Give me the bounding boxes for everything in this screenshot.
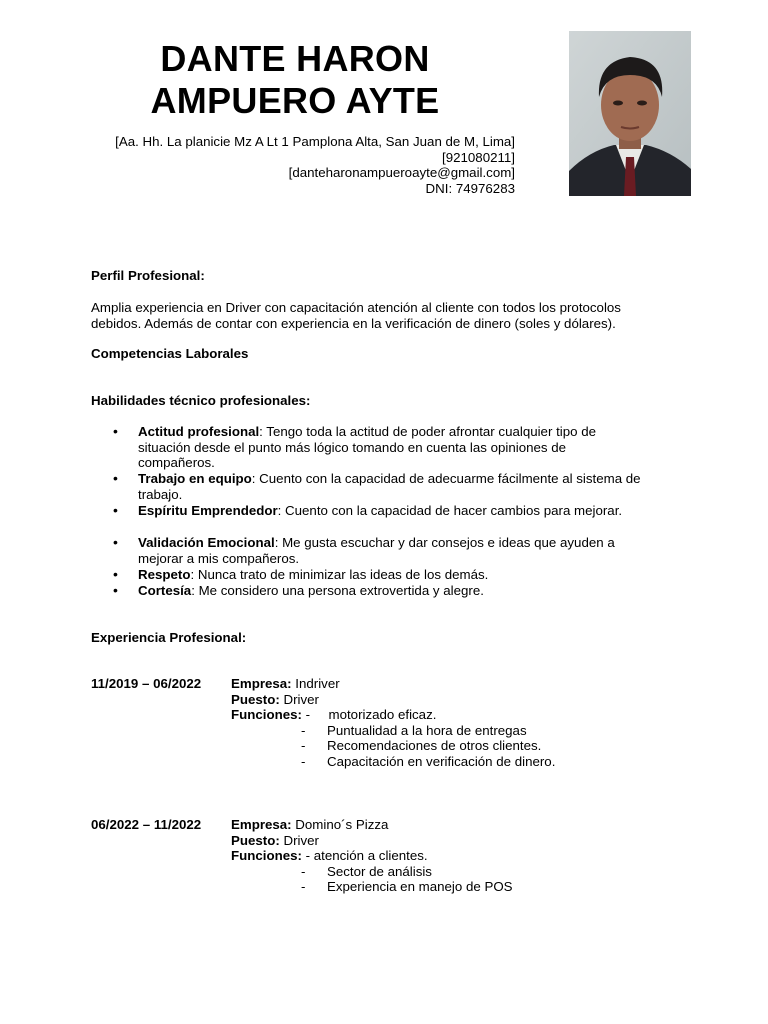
bullet-icon: • <box>113 566 118 582</box>
skill-item <box>138 503 698 519</box>
skill-term: Actitud profesional <box>138 424 260 439</box>
skill-term: Cortesía <box>138 583 192 598</box>
skill-term: Respeto <box>138 567 191 582</box>
bullet-icon: • <box>113 470 118 486</box>
dash: - <box>301 723 306 738</box>
puesto-label: Puesto: <box>231 691 280 707</box>
bullet-icon: • <box>113 502 118 518</box>
skill-term: Espíritu Emprendedor <box>138 503 278 518</box>
skill-desc-cont: situación desde el punto más lógico tomando en cuenta las opiniones de <box>138 439 567 455</box>
name-line-1: DANTE HARON <box>160 38 430 79</box>
skill-term: Validación Emocional <box>138 535 275 550</box>
job-function: Recomendaciones de otros clientes. <box>327 738 542 753</box>
phone: [921080211] <box>442 149 515 165</box>
job-period: 06/2022 – 11/2022 <box>91 817 202 832</box>
dash: - <box>301 754 306 769</box>
empresa-label: Empresa: <box>231 676 292 691</box>
skill-desc: : Tengo toda la actitud de poder afrontar cualquier tipo de <box>259 424 596 439</box>
skills-heading: Habilidades técnico profesionales: <box>91 393 311 408</box>
skill-item <box>138 583 698 599</box>
puesto-label: Puesto: <box>231 832 280 848</box>
profile-heading: Perfil Profesional: <box>91 268 205 283</box>
job-period: 11/2019 – 06/2022 <box>91 676 202 691</box>
job-position: Driver <box>279 832 319 848</box>
bullet-icon: • <box>113 534 118 550</box>
skill-desc: : Nunca trato de minimizar las ideas de los demás. <box>190 567 489 582</box>
competencias-heading: Competencias Laborales <box>91 346 249 361</box>
job-function: - motorizado eficaz. <box>301 707 437 723</box>
job-entry <box>231 676 691 723</box>
bullet-icon: • <box>113 423 118 439</box>
skill-item <box>138 424 698 471</box>
experience-heading: Experiencia Profesional: <box>91 630 247 645</box>
skill-desc: : Me gusta escuchar y dar consejos e ideas que ayuden a <box>274 535 615 550</box>
job-position: Driver <box>279 691 319 707</box>
dash: - <box>301 864 306 879</box>
job-company: Domino´s Pizza <box>291 817 389 832</box>
job-company: Indriver <box>291 676 340 691</box>
skill-item <box>138 535 698 566</box>
funciones-label: Funciones: <box>231 848 302 864</box>
dash: - <box>301 879 306 894</box>
skill-desc: : Cuento con la capacidad de adecuarme fácilmente al sistema de <box>251 471 641 486</box>
profile-line-2: debidos. Además de contar con experiencia en la verificación de dinero (soles y dólares). <box>91 315 616 331</box>
job-function: - atención a clientes. <box>301 848 428 864</box>
skill-item <box>138 567 698 583</box>
dni: DNI: 74976283 <box>425 180 515 196</box>
skill-desc-cont: compañeros. <box>138 455 215 471</box>
skill-desc: : Cuento con la capacidad de hacer cambios para mejorar. <box>277 503 623 518</box>
email: [danteharonampueroayte@gmail.com] <box>288 165 515 181</box>
portrait-photo <box>569 31 691 196</box>
job-function: Experiencia en manejo de POS <box>327 879 513 894</box>
job-function: Capacitación en verificación de dinero. <box>327 754 556 769</box>
skill-term: Trabajo en equipo <box>138 471 252 486</box>
skill-desc-cont: trabajo. <box>138 486 183 502</box>
empresa-label: Empresa: <box>231 817 292 832</box>
skill-desc: : Me considero una persona extrovertida y alegre. <box>191 583 484 598</box>
job-function: Sector de análisis <box>327 864 432 879</box>
funciones-label: Funciones: <box>231 707 302 723</box>
skill-desc-cont: mejorar a mis compañeros. <box>138 550 300 566</box>
job-function: Puntualidad a la hora de entregas <box>327 723 527 738</box>
name-line-2: AMPUERO AYTE <box>150 80 440 121</box>
contact-block <box>60 134 515 196</box>
profile-line-1: Amplia experiencia en Driver con capacitación atención al cliente con todos los protocolos <box>91 300 621 315</box>
dash: - <box>301 738 306 753</box>
profile-text <box>91 300 711 331</box>
candidate-name <box>100 38 490 122</box>
job-entry <box>231 817 691 864</box>
bullet-icon: • <box>113 582 118 598</box>
address: [Aa. Hh. La planicie Mz A Lt 1 Pamplona Alta, San Juan de M, Lima] <box>115 134 515 149</box>
skill-item <box>138 471 698 502</box>
